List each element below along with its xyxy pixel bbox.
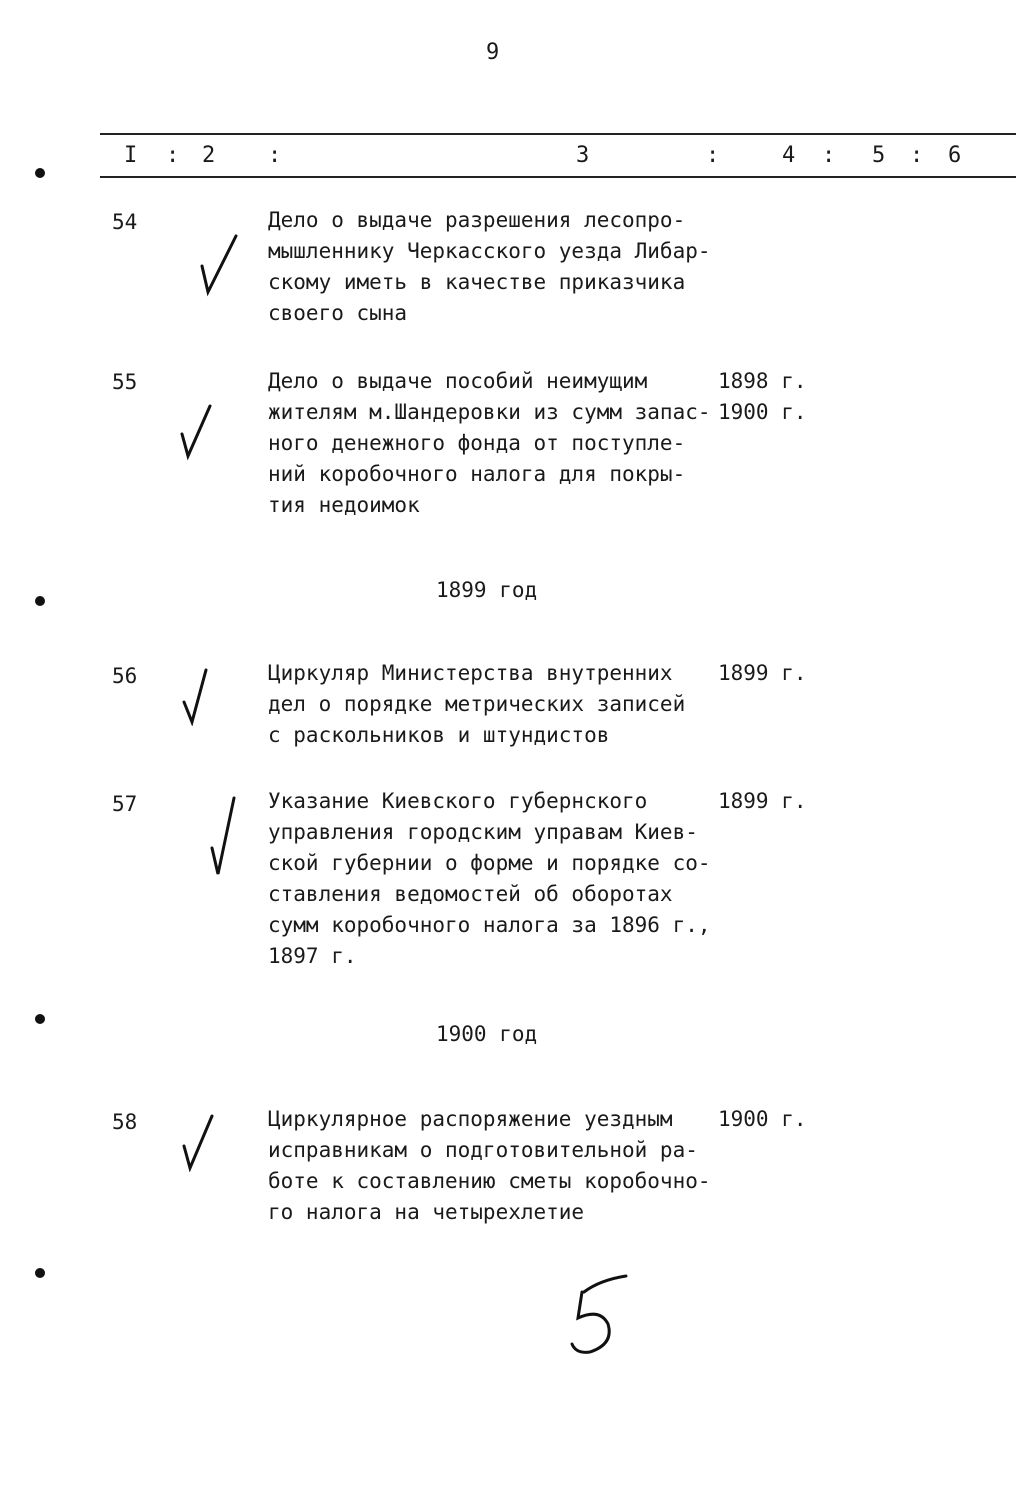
column-separator: : bbox=[268, 143, 282, 168]
column-separator: : bbox=[822, 143, 836, 168]
entry-number: 58 bbox=[112, 1110, 138, 1134]
column-separator: : bbox=[706, 143, 720, 168]
binding-hole-icon bbox=[35, 596, 45, 606]
column-separator: : bbox=[910, 143, 924, 168]
checkmark-icon bbox=[196, 230, 242, 302]
entry-description: Дело о выдаче пособий неимущим жителям м.Шандеровки из сумм запас- ного денежного фонда от поступле- ний коробочного налога для покры- тия недоимок bbox=[268, 369, 711, 517]
column-header-5: 5 bbox=[872, 143, 886, 168]
year-heading: 1899 год bbox=[436, 578, 538, 602]
binding-hole-icon bbox=[35, 168, 45, 178]
entry-description: Циркулярное распоряжение уездным исправникам о подготовительной ра- боте к составлению сметы коробочно- го налога на четырехлетие bbox=[268, 1107, 711, 1224]
checkmark-icon bbox=[180, 1110, 220, 1172]
entry-number: 56 bbox=[112, 664, 138, 688]
column-header-6: 6 bbox=[948, 143, 962, 168]
entry-number: 55 bbox=[112, 370, 138, 394]
entry-number: 57 bbox=[112, 792, 138, 816]
entry-dates: 1898 г. 1900 г. bbox=[718, 369, 807, 424]
handwritten-mark-icon bbox=[560, 1270, 640, 1360]
header-rule-bottom bbox=[100, 176, 1016, 178]
entry-dates: 1900 г. bbox=[718, 1107, 807, 1131]
column-header-3: 3 bbox=[576, 143, 590, 168]
entry-number: 54 bbox=[112, 210, 138, 234]
checkmark-icon bbox=[180, 664, 220, 726]
entry-dates: 1899 г. bbox=[718, 789, 807, 813]
checkmark-icon bbox=[178, 402, 218, 462]
checkmark-icon bbox=[206, 794, 240, 880]
year-heading: 1900 год bbox=[436, 1022, 538, 1046]
binding-hole-icon bbox=[35, 1268, 45, 1278]
header-rule-top bbox=[100, 133, 1016, 135]
page-number: 9 bbox=[486, 40, 500, 65]
binding-hole-icon bbox=[35, 1014, 45, 1024]
column-header-1: I bbox=[124, 143, 138, 168]
entry-dates: 1899 г. bbox=[718, 661, 807, 685]
entry-description: Дело о выдаче разрешения лесопро- мышленнику Черкасского уезда Либар- скому иметь в качестве приказчика своего сына bbox=[268, 208, 711, 325]
entry-description: Указание Киевского губернского управления городским управам Киев- ской губернии о форме и порядке со- ставления ведомостей об оборотах сумм коробочного налога за 1896 г., 1897 г. bbox=[268, 789, 711, 968]
column-header-2: 2 bbox=[202, 143, 216, 168]
column-header-4: 4 bbox=[782, 143, 796, 168]
column-separator: : bbox=[166, 143, 180, 168]
entry-description: Циркуляр Министерства внутренних дел о порядке метрических записей с раскольников и штундистов bbox=[268, 661, 686, 747]
